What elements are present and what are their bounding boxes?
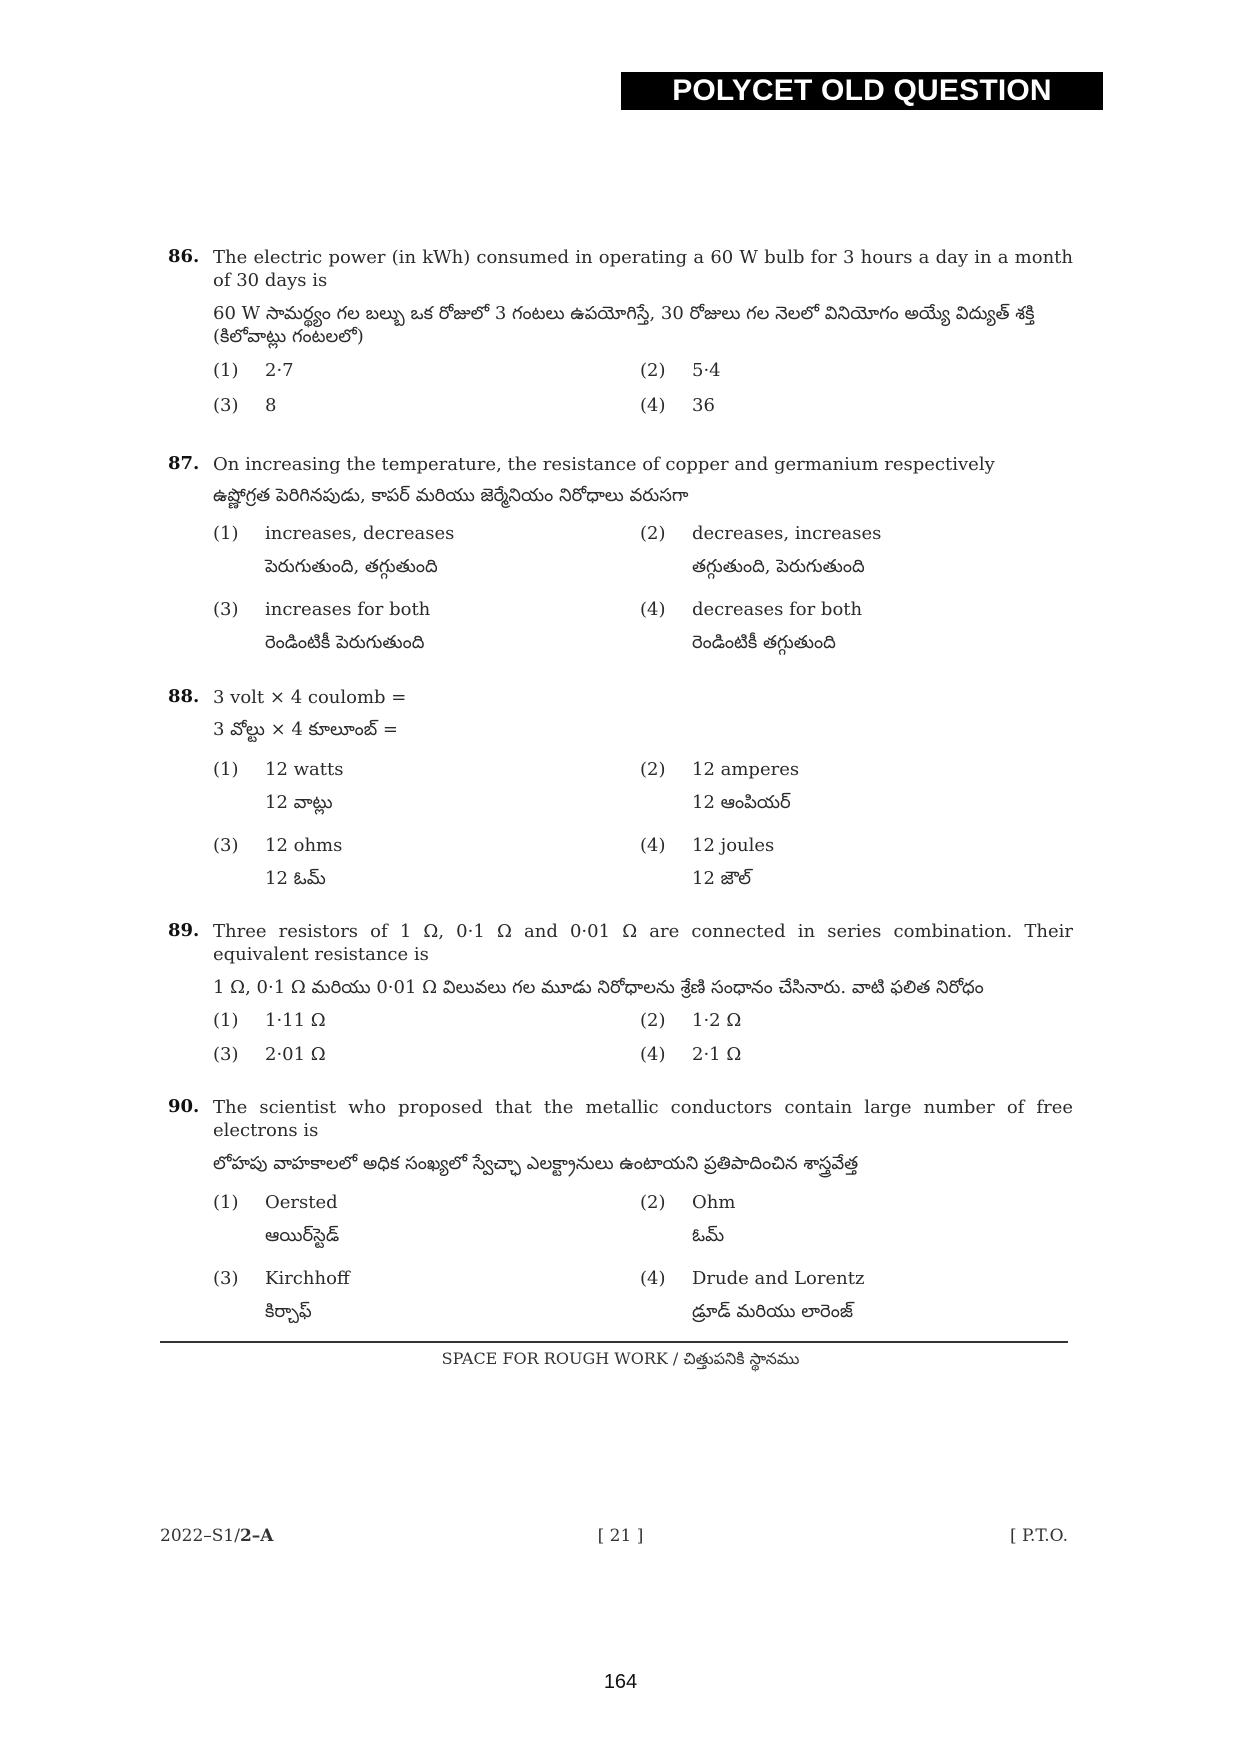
question-text-english: The electric power (in kWh) consumed in operating a 60 W bulb for 3 hours a day in a month of 30 days is (213, 247, 1073, 291)
question-text-telugu: లోహపు వాహకాలలో అధిక సంఖ్యలో స్వేచ్ఛా ఎలక్ట్రానులు ఉంటాయని ప్రతిపాదించిన శాస్త్రవేత్త (213, 1153, 859, 1174)
question-text-telugu: 60 W సామర్థ్యం గల బల్బు ఒక రోజులో 3 గంటలు ఉపయోగిస్తే, 30 రోజులు గల నెలలో వినియోగం అయ్యే విద్యుత్ శక్తి (కిలోవాట్లు గంటలలో) (213, 303, 1035, 347)
option-text: 1·11 Ω (265, 1010, 326, 1031)
option-text-telugu: పెరుగుతుంది, తగ్గుతుంది (265, 556, 438, 577)
question-86 (168, 246, 1073, 430)
rough-work-label: SPACE FOR ROUGH WORK / చిత్తుపనికి స్థానము (441, 1349, 800, 1368)
option-text-telugu: డ్రూడ్ మరియు లారెంజ్ (692, 1301, 854, 1322)
question-number: 90. (168, 1096, 200, 1117)
question-87 (168, 453, 1073, 663)
option-number: (2) (640, 759, 666, 780)
banner-title: POLYCET OLD QUESTION PAPER (621, 72, 1103, 110)
option-text-telugu: తగ్గుతుంది, పెరుగుతుంది (692, 556, 865, 577)
question-89 (168, 920, 1073, 1080)
option-number: (2) (640, 360, 666, 381)
question-number: 87. (168, 453, 200, 474)
question-text-english: On increasing the temperature, the resistance of copper and germanium respectively (213, 454, 995, 475)
option-number: (1) (213, 523, 239, 544)
option-number: (4) (640, 1044, 666, 1065)
option-text-telugu: 12 ఆంపియర్ (692, 792, 791, 813)
footer-page: [ 21 ] (597, 1526, 644, 1546)
question-text-telugu: ఉష్ణోగ్రత పెరిగినపుడు, కాపర్ మరియు జెర్మేనియం నిరోధాలు వరుసగా (213, 485, 689, 506)
option-text-telugu: కిర్చాఫ్ (265, 1301, 312, 1322)
option-text: 2·7 (265, 360, 294, 381)
option-number: (4) (640, 1268, 666, 1289)
option-number: (4) (640, 395, 666, 416)
options (213, 1010, 1073, 1080)
option-text: 12 watts (265, 759, 344, 780)
page-number: 164 (603, 1671, 638, 1693)
question-text-english: Three resistors of 1 Ω, 0·1 Ω and 0·01 Ω are connected in series combination. Their equivalent resistance is (213, 921, 1073, 965)
option-text: Drude and Lorentz (692, 1268, 865, 1289)
question-text-telugu: 3 వోల్టు × 4 కూలూంబ్ = (213, 719, 398, 740)
footer-pto: [ P.T.O. (1009, 1526, 1068, 1546)
option-number: (4) (640, 835, 666, 856)
option-text: Kirchhoff (265, 1268, 350, 1289)
option-text: 5·4 (692, 360, 721, 381)
option-number: (1) (213, 759, 239, 780)
question-number: 86. (168, 246, 200, 267)
option-text: 12 ohms (265, 835, 343, 856)
option-number: (3) (213, 395, 239, 416)
question-text-telugu: 1 Ω, 0·1 Ω మరియు 0·01 Ω విలువలు గల మూడు నిరోధాలను శ్రేణి సంధానం చేసినారు. వాటి ఫలిత నిరోధం (213, 977, 984, 998)
option-number: (3) (213, 1268, 239, 1289)
option-text-telugu: రెండింటికీ పెరుగుతుంది (265, 632, 425, 653)
question-88 (168, 686, 1073, 899)
option-text: decreases for both (692, 599, 863, 620)
option-number: (2) (640, 523, 666, 544)
option-number: (3) (213, 835, 239, 856)
paper-code-prefix: 2022–S1/ (160, 1526, 240, 1546)
option-text-telugu: ఓమ్ (692, 1225, 725, 1246)
option-text: 8 (265, 395, 277, 416)
options (213, 759, 1073, 899)
question-text-english: 3 volt × 4 coulomb = (213, 687, 407, 708)
option-text: 1·2 Ω (692, 1010, 742, 1031)
question-90 (168, 1096, 1073, 1332)
options (213, 523, 1073, 663)
question-number: 88. (168, 686, 200, 707)
option-number: (2) (640, 1192, 666, 1213)
option-text-telugu: ఆయిర్‌స్టెడ్ (265, 1225, 340, 1246)
option-text: increases, decreases (265, 523, 455, 544)
option-text: decreases, increases (692, 523, 882, 544)
option-text: 36 (692, 395, 715, 416)
option-number: (2) (640, 1010, 666, 1031)
option-text: 12 amperes (692, 759, 800, 780)
options (213, 1192, 1073, 1332)
option-number: (1) (213, 1192, 239, 1213)
option-text-telugu: 12 ఓమ్ (265, 868, 326, 889)
question-number: 89. (168, 920, 200, 941)
option-number: (1) (213, 360, 239, 381)
divider-line (160, 1341, 1068, 1343)
option-text: 2·01 Ω (265, 1044, 326, 1065)
question-text-english: The scientist who proposed that the metallic conductors contain large number of free electrons is (213, 1097, 1073, 1141)
option-number: (4) (640, 599, 666, 620)
option-text: 12 joules (692, 835, 775, 856)
option-text: Oersted (265, 1192, 338, 1213)
paper-code-bold: 2–A (239, 1526, 274, 1546)
option-number: (1) (213, 1010, 239, 1031)
option-number: (3) (213, 1044, 239, 1065)
option-text: Ohm (692, 1192, 736, 1213)
option-number: (3) (213, 599, 239, 620)
option-text-telugu: 12 వాట్లు (265, 792, 333, 813)
option-text-telugu: 12 జౌల్ (692, 868, 751, 889)
option-text-telugu: రెండింటికీ తగ్గుతుంది (692, 632, 836, 653)
option-text: increases for both (265, 599, 431, 620)
options (213, 360, 1073, 430)
option-text: 2·1 Ω (692, 1044, 742, 1065)
